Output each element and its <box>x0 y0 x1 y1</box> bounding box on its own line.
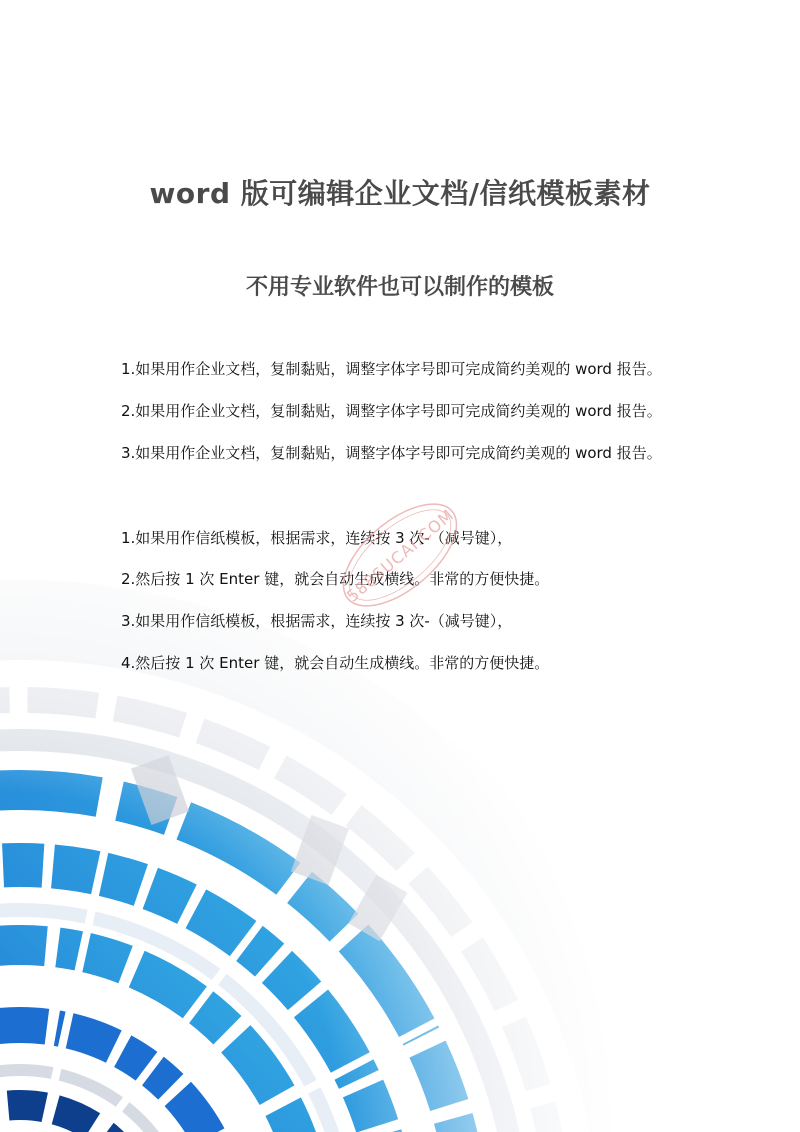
usage-letter-line-1: 1.如果用作信纸模板，根据需求，连续按 3 次-（减号键）， <box>121 529 513 547</box>
document-title: word 版可编辑企业文档/信纸模板素材 <box>149 177 651 210</box>
watermark-stamp <box>325 500 475 610</box>
watermark-text: 588SUCAI.COM <box>342 505 458 606</box>
usage-doc-line-2: 2.如果用作企业文档，复制黏贴，调整字体字号即可完成简约美观的 word 报告。 <box>121 402 662 420</box>
document-subtitle: 不用专业软件也可以制作的模板 <box>245 275 554 300</box>
usage-doc-line-1: 1.如果用作企业文档，复制黏贴，调整字体字号即可完成简约美观的 word 报告。 <box>121 360 662 378</box>
usage-letter-line-3: 3.如果用作信纸模板，根据需求，连续按 3 次-（减号键）， <box>121 612 513 630</box>
usage-letter-line-2: 2.然后按 1 次 Enter 键，就会自动生成横线。非常的方便快捷。 <box>121 570 550 588</box>
usage-doc-line-3: 3.如果用作企业文档，复制黏贴，调整字体字号即可完成简约美观的 word 报告。 <box>121 444 662 462</box>
usage-letter-line-4: 4.然后按 1 次 Enter 键，就会自动生成横线。非常的方便快捷。 <box>121 654 550 672</box>
